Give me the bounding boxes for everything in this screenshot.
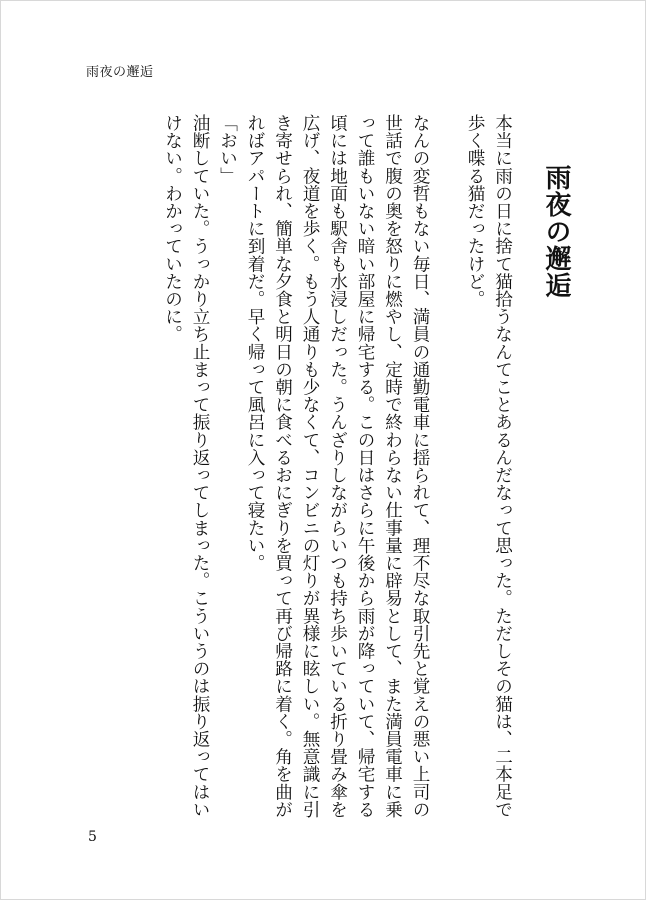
paragraph-3-dialogue: 「おい」 xyxy=(217,114,238,185)
paragraph-1: 本当に雨の日に捨て猫拾うなんてことあるんだなって思った。ただしその猫は、二本足で歩く喋る猫だったけど。 xyxy=(465,114,513,818)
paragraph-gap xyxy=(433,114,461,834)
chapter-title: 雨夜の邂逅 xyxy=(541,164,571,299)
page-number: 5 xyxy=(88,829,97,845)
vertical-text-block xyxy=(158,114,569,834)
paragraph-4: 油断していた。うっかり立ち止まって振り返ってしまった。こういうのは振り返ってはいけない。わかっていたのに。 xyxy=(162,114,210,818)
paragraph-2: なんの変哲もない毎日、満員の通勤電車に揺られて、理不尽な取引先と覚えの悪い上司の世話で腹の奥を怒りに燃やし、定時で終わらない仕事量に辟易として、また満員電車に乗って誰もいない暗い部屋に帰宅する。この日はさらに午後から雨が降っていて、帰宅する頃には地面も駅舎も水浸しだった。うんざりしながらいつも持ち歩いている折り畳み傘を広げ、夜道を歩く。もう人通りも少なくて、コンビニの灯りが異様に眩しい。無意識に引き寄せられ、簡単な夕食と明日の朝に食べるおにぎりを買って再び帰路に着く。角を曲がればアパートに到着だ。早く帰って風呂に入って寝たい。 xyxy=(245,114,430,818)
running-head: 雨夜の邂逅 xyxy=(86,65,154,80)
